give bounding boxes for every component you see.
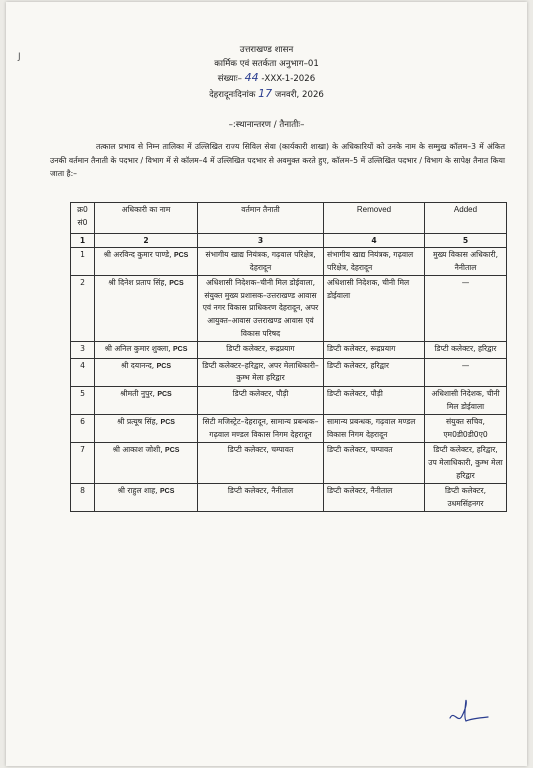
letter-date-prefix: देहरादूनःदिनांक	[209, 89, 259, 100]
officer-service: PCS	[160, 419, 175, 427]
document-header	[6, 44, 527, 102]
header-department: कार्मिक एवं सतर्कता अनुभाग–01	[214, 58, 319, 69]
column-number: 5	[425, 234, 507, 248]
officer-service: PCS	[173, 252, 189, 259]
added-charge: डिप्टी कलेक्टर, हरिद्वार, उप मेलाधिकारी, कुम्भ मेला हरिद्वार	[425, 443, 507, 484]
header-added: Added	[425, 203, 507, 234]
officer-service: PCS	[169, 280, 184, 288]
table-row	[71, 248, 507, 276]
intro-paragraph: तत्काल प्रभाव से निम्न तालिका में उल्लिखित राज्य सिविल सेवा (कार्यकारी शाखा) के अधिकारियों को उनके नाम के सम्मुख कॉलम–3 में अंकित उनकी वर्तमान तैनाती के पदभार / विभाग में से कॉलम–4 में उल्लिखित पदभार से अवमुक्त करते हुए, कॉलम–5 में उल्लिखित पदभार / विभाग के सापेक्ष तैनात किया जाता है:–	[50, 142, 505, 178]
row-serial-number: 7	[71, 443, 95, 484]
row-serial-number: 3	[71, 342, 95, 359]
officer-name: श्री प्रत्यूष सिंह,	[117, 417, 159, 427]
letter-date	[6, 87, 527, 103]
letter-date-handwritten: 17	[258, 86, 273, 100]
column-number: 2	[95, 234, 198, 248]
column-number: 3	[198, 234, 324, 248]
header-government: उत्तराखण्ड शासन	[239, 45, 294, 55]
row-serial-number: 8	[71, 484, 95, 512]
officer-service: PCS	[156, 362, 171, 370]
header-sno: क्र0 सं0	[71, 203, 95, 234]
officer-name-cell	[95, 358, 198, 386]
current-posting: डिप्टी कलेक्टर–हरिद्वार, अपर मेलाधिकारी–कुम्भ मेला हरिद्वार	[198, 358, 324, 386]
officer-service: PCS	[173, 346, 188, 354]
row-serial-number: 5	[71, 386, 95, 414]
officer-name-cell	[95, 484, 198, 512]
removed-charge: डिप्टी कलेक्टर, पौड़ी	[324, 386, 425, 414]
officer-name: श्री अनिल कुमार शुक्ला,	[104, 344, 171, 354]
added-charge: अधिशासी निदेशक, चीनी मिल डोईवाला	[425, 386, 507, 414]
row-serial-number: 4	[71, 358, 95, 386]
officer-name-cell	[95, 342, 198, 359]
header-officer-name: अधिकारी का नाम	[95, 203, 198, 234]
removed-charge: संभागीय खाद्य नियंत्रक, गढ़वाल परिक्षेत्र, देहरादून	[324, 248, 425, 276]
letter-number-suffix: -XXX-1-2026	[258, 74, 316, 84]
row-serial-number: 2	[71, 276, 95, 342]
column-number-row	[71, 234, 507, 248]
table-body	[71, 234, 507, 512]
header-removed: Removed	[324, 203, 425, 234]
current-posting: डिप्टी कलेक्टर, नैनीताल	[198, 484, 324, 512]
officer-name-cell	[95, 276, 198, 342]
subject-line: –:स्थानान्तरण / तैनातीः–	[228, 120, 305, 130]
removed-charge: अधिशासी निदेशक, चीनी मिल डोईवाला	[324, 276, 425, 342]
added-charge: —	[425, 276, 507, 342]
officer-name: श्री आकाश जोशी,	[112, 445, 163, 455]
table-row	[71, 386, 507, 414]
margin-mark: J	[18, 52, 21, 62]
officer-name-cell	[95, 248, 198, 276]
current-posting: अधिशासी निदेशक–चीनी मिल डोईवाला, संयुक्त मुख्य प्रशासक–उत्तराखण्ड आवास एवं नगर विकास प्राधिकरण देहरादून, अपर आयुक्त–आवास उत्तराखण्ड आवास एवं विकास परिषद	[198, 276, 324, 342]
document-page	[6, 2, 527, 766]
officer-name-cell	[95, 386, 198, 414]
officer-service: PCS	[165, 447, 180, 455]
column-number: 4	[324, 234, 425, 248]
letter-number-prefix: संख्याः–	[217, 74, 245, 84]
table-row	[71, 358, 507, 386]
table-row	[71, 415, 507, 443]
added-charge: मुख्य विकास अधिकारी, नैनीताल	[425, 248, 507, 276]
removed-charge: डिप्टी कलेक्टर, रूद्रप्रयाग	[324, 342, 425, 359]
table-row	[71, 443, 507, 484]
added-charge: डिप्टी कलेक्टर, उधमसिंहनगर	[425, 484, 507, 512]
column-number: 1	[71, 234, 95, 248]
letter-date-suffix: जनवरी, 2026	[272, 89, 324, 100]
removed-charge: सामान्य प्रबन्धक, गढ़वाल मण्डल विकास निगम देहरादून	[324, 415, 425, 443]
removed-charge: डिप्टी कलेक्टर, हरिद्वार	[324, 358, 425, 386]
officer-name-cell	[95, 415, 198, 443]
transfer-table	[70, 202, 507, 512]
officer-name: श्री राहुल शाह,	[117, 486, 158, 496]
added-charge: संयुक्त सचिव, एम0डी0डी0ए0	[425, 415, 507, 443]
table-row	[71, 276, 507, 342]
row-serial-number: 1	[71, 248, 95, 276]
table-row	[71, 342, 507, 359]
officer-name: श्री दयानन्द,	[121, 360, 155, 370]
current-posting: डिप्टी कलेक्टर, रूद्रप्रयाग	[198, 342, 324, 359]
added-charge: डिप्टी कलेक्टर, हरिद्वार	[425, 342, 507, 359]
officer-name: श्री दिनेश प्रताप सिंह,	[108, 278, 167, 288]
row-serial-number: 6	[71, 415, 95, 443]
table-row	[71, 484, 507, 512]
officer-name-cell	[95, 443, 198, 484]
officer-name: श्रीमती नुपुर,	[120, 388, 155, 398]
removed-charge: डिप्टी कलेक्टर, चम्पावत	[324, 443, 425, 484]
officer-name: श्री अरविन्द कुमार पाण्डे,	[103, 250, 172, 259]
current-posting: डिप्टी कलेक्टर, पौड़ी	[198, 386, 324, 414]
current-posting: डिप्टी कलेक्टर, चम्पावत	[198, 443, 324, 484]
table-header-row	[71, 203, 507, 234]
handwritten-signature	[444, 698, 490, 726]
letter-number	[6, 71, 527, 87]
officer-service: PCS	[157, 390, 172, 398]
removed-charge: डिप्टी कलेक्टर, नैनीताल	[324, 484, 425, 512]
current-posting: संभागीय खाद्य नियंत्रक, गढ़वाल परिक्षेत्र, देहरादून	[198, 248, 324, 276]
letter-number-handwritten: 44	[244, 71, 259, 84]
header-current-posting: वर्तमान तैनाती	[198, 203, 324, 234]
officer-service: PCS	[160, 488, 175, 496]
current-posting: सिटी मजिस्ट्रेट–देहरादून, सामान्य प्रबन्धक–गढ़वाल मण्डल विकास निगम देहरादून	[198, 415, 324, 443]
added-charge: —	[425, 358, 507, 386]
